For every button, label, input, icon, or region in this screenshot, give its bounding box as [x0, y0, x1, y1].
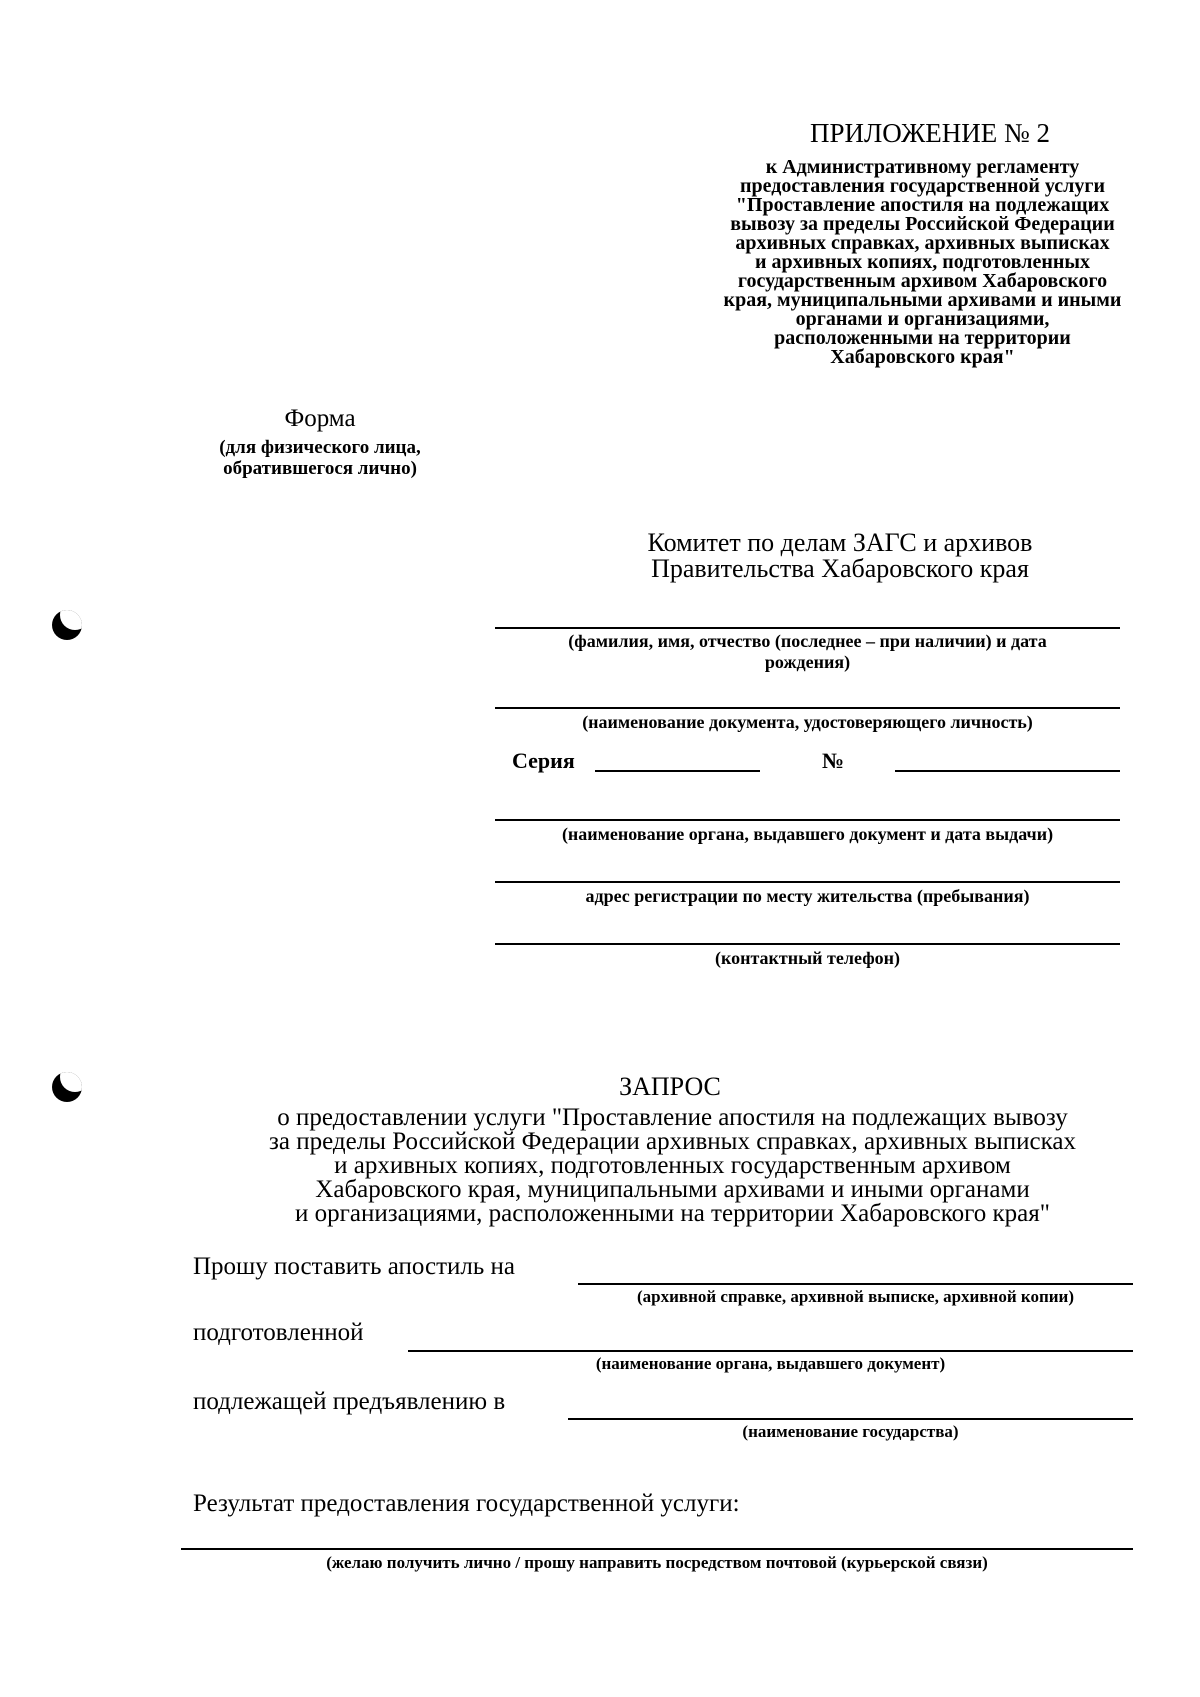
seria-field-line[interactable] — [595, 770, 760, 772]
request-description — [170, 1106, 1175, 1226]
form-title: Форма — [284, 405, 356, 432]
fio-caption-line: (фамилия, имя, отчество (последнее – при наличии) и дата — [568, 631, 1047, 651]
appendix-line: предоставления государственной услуги — [739, 175, 1106, 197]
fio-caption-line: рождения) — [764, 652, 851, 672]
form-subtitle-line: (для физического лица, — [219, 437, 421, 458]
result-label: Результат предоставления государственной услуги: — [193, 1490, 740, 1517]
id-document-caption: (наименование документа, удостоверяющего личность) — [582, 712, 1033, 732]
request-title: ЗАПРОС — [619, 1072, 721, 1101]
appendix-line: Хабаровского края" — [830, 346, 1015, 368]
appendix-line: органами и организациями, — [795, 308, 1050, 330]
fio-caption — [500, 631, 1115, 673]
seria-label: Серия — [512, 748, 575, 773]
appendix-line: архивных справках, архивных выписках — [735, 232, 1110, 254]
request-line: и архивных копиях, подготовленных государственным архивом — [334, 1152, 1011, 1179]
binder-hole-mark-top — [52, 610, 82, 640]
appendix-line: и архивных копиях, подготовленных — [755, 251, 1090, 273]
appendix-title: ПРИЛОЖЕНИЕ № 2 — [809, 118, 1051, 148]
committee-line: Правительства Хабаровского края — [651, 554, 1029, 583]
apostille-caption: (архивной справке, архивной выписке, архивной копии) — [637, 1287, 1074, 1306]
apostille-field-line[interactable] — [578, 1283, 1133, 1285]
apostille-label: Прошу поставить апостиль на — [193, 1253, 516, 1280]
phone-caption: (контактный телефон) — [714, 948, 901, 968]
prepared-field-line[interactable] — [408, 1350, 1133, 1352]
appendix-line: края, муниципальными архивами и иными — [723, 289, 1122, 311]
committee-name — [590, 530, 1090, 582]
present-caption: (наименование государства) — [742, 1422, 959, 1441]
address-field-line[interactable] — [495, 881, 1120, 883]
committee-line: Комитет по делам ЗАГС и архивов — [647, 528, 1033, 557]
appendix-text — [680, 158, 1165, 367]
prepared-caption: (наименование органа, выдавшего документ) — [595, 1354, 946, 1373]
id-document-field-line[interactable] — [495, 707, 1120, 709]
request-line: Хабаровского края, муниципальными архивами и иными органами — [315, 1176, 1030, 1203]
appendix-line: государственным архивом Хабаровского — [737, 270, 1108, 292]
result-caption: (желаю получить лично / прошу направить посредством почтовой (курьерской связи) — [326, 1553, 988, 1572]
appendix-line: к Административному регламенту — [765, 156, 1080, 178]
number-label: № — [822, 748, 845, 773]
appendix-line: вывозу за пределы Российской Федерации — [730, 213, 1115, 235]
result-field-line[interactable] — [181, 1548, 1133, 1550]
number-field-line[interactable] — [895, 770, 1120, 772]
request-line: за пределы Российской Федерации архивных справках, архивных выписках — [269, 1128, 1076, 1155]
request-line: и организациями, расположенными на территории Хабаровского края" — [295, 1200, 1050, 1227]
request-line: о предоставлении услуги "Проставление апостиля на подлежащих вывозу — [277, 1104, 1068, 1131]
form-subtitle-line: обратившегося лично) — [223, 458, 417, 479]
issuer-caption: (наименование органа, выдавшего документ и дата выдачи) — [561, 824, 1054, 844]
binder-hole-mark-bottom — [52, 1072, 82, 1102]
appendix-line: расположенными на территории — [774, 327, 1071, 349]
phone-field-line[interactable] — [495, 943, 1120, 945]
form-subtitle — [170, 437, 470, 479]
present-label: подлежащей предъявлению в — [193, 1388, 506, 1415]
prepared-label: подготовленной — [193, 1319, 364, 1346]
appendix-line: "Проставление апостиля на подлежащих — [735, 194, 1110, 216]
fio-field-line[interactable] — [495, 627, 1120, 629]
address-caption: адрес регистрации по месту жительства (пребывания) — [585, 886, 1030, 906]
issuer-field-line[interactable] — [495, 819, 1120, 821]
present-field-line[interactable] — [568, 1418, 1133, 1420]
